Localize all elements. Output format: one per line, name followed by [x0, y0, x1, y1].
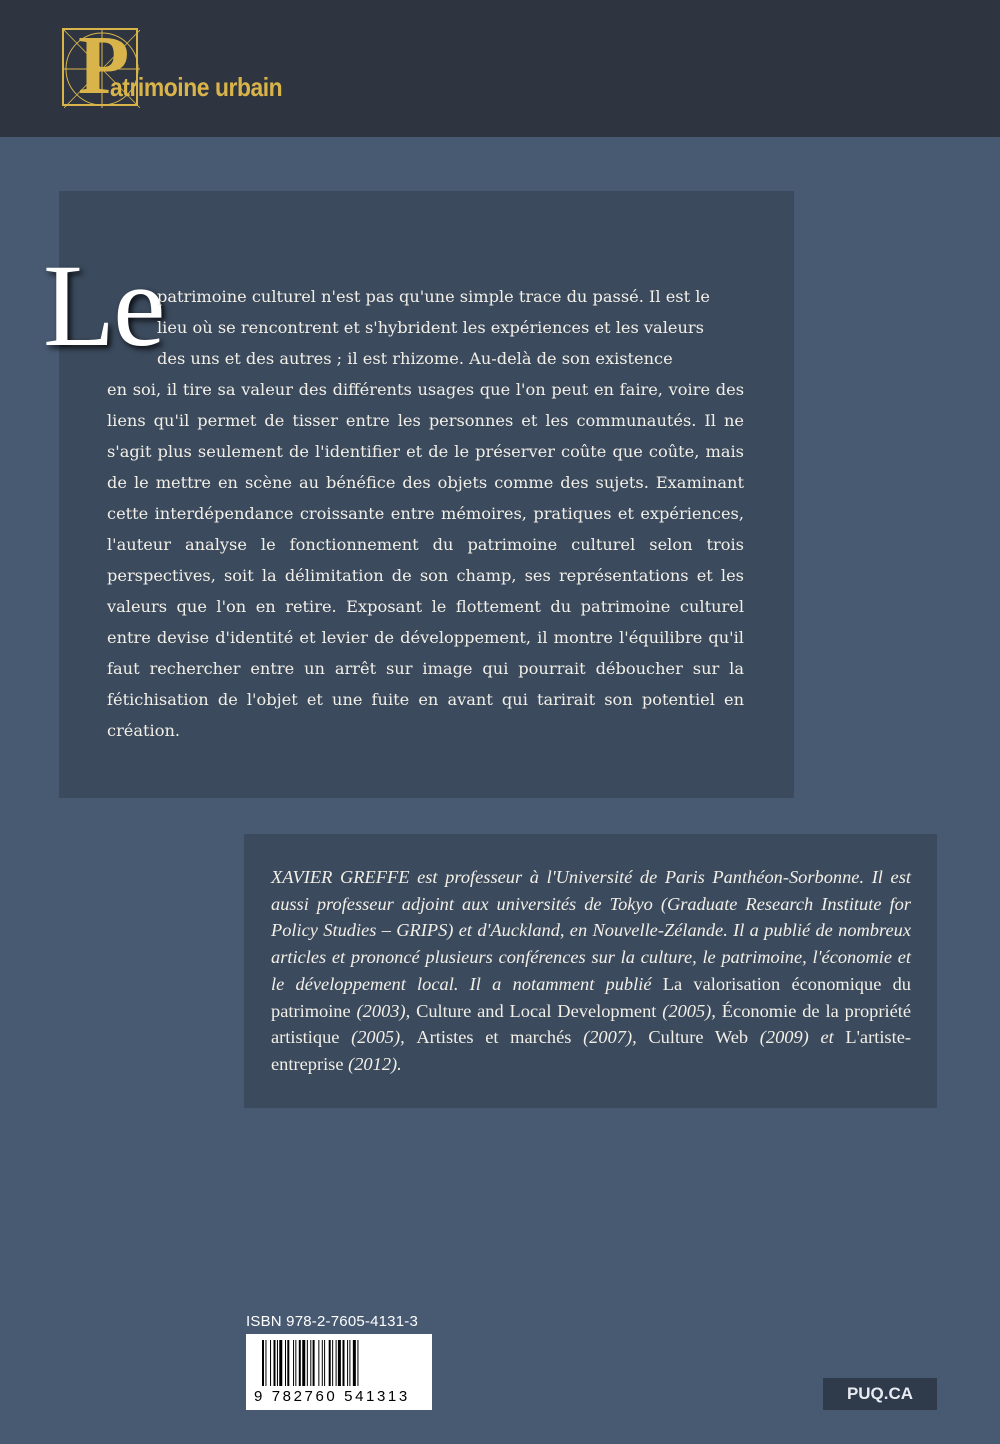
book-title-3: Économie de la propriété artistique — [271, 1000, 912, 1048]
book-year-6: (2012). — [343, 1053, 402, 1074]
barcode-bar — [349, 1340, 350, 1386]
book-year-5: (2009) et — [748, 1027, 846, 1048]
book-title-5: Culture Web — [648, 1027, 749, 1048]
barcode-bar — [307, 1340, 308, 1386]
publisher-label: PUQ.CA — [823, 1378, 937, 1410]
book-year-4: (2007), — [571, 1027, 649, 1048]
book-title-6: L'artiste-entreprise — [271, 1027, 911, 1074]
barcode-bar — [310, 1340, 311, 1386]
barcode-bar — [287, 1340, 289, 1386]
barcode-bar — [299, 1340, 301, 1386]
book-title-1: La valorisation économique du patrimoine — [271, 973, 911, 1021]
summary-text — [107, 281, 744, 746]
bio-intro: XAVIER GREFFE est professeur à l'Université de Paris Panthéon-Sorbonne. Il est aussi professeur adjoint aux universités de Tokyo (Graduate Research Institute for Policy Studies – GRIPS) et d'Auckland, en Nouvelle-Zélande. Il a publié de nombreux articles et prononcé plusieurs conférences sur la culture, le patrimoine, l'économie et le développement local. Il a notamment publié — [271, 867, 911, 994]
book-title-4: Artistes et marchés — [416, 1027, 572, 1048]
barcode-bar — [285, 1340, 286, 1386]
author-bio — [271, 864, 911, 1078]
summary-panel — [43, 191, 794, 798]
summary-line-3: des uns et des autres ; il est rhizome. Au-delà de son existence — [157, 349, 673, 368]
barcode-bar — [322, 1340, 323, 1386]
barcode-bar — [318, 1340, 319, 1386]
barcode-bar — [295, 1340, 296, 1386]
summary-body: en soi, il tire sa valeur des différents usages que l'on peut en faire, voire des liens qu'il permet de tisser entre les personnes et les communautés. Il ne s'agit plus seulement de l'identifier et de le préserver coûte que coûte, mais de le mettre en scène au bénéfice des objets comme des sujets. Examinant cette interdépendance croissante entre mémoires, pratiques et expériences, l'auteur analyse le fonctionnement du patrimoine culturel selon trois perspectives, soit la délimitation de son champ, ses représentations et les valeurs que l'on en retire. Exposant le flottement du patrimoine culturel entre devise d'identité et levier de développement, il montre l'équilibre qu'il faut rechercher entre un arrêt sur image qui pourrait déboucher sur la fétichisation de l'objet et une fuite en avant qui tarirait son potentiel en création. — [107, 380, 744, 740]
barcode-bar — [336, 1340, 337, 1386]
book-title-2: Culture and Local Development — [416, 1000, 657, 1021]
book-year-1: (2003), — [350, 1000, 417, 1021]
barcode-bars-icon — [246, 1334, 432, 1390]
top-band — [0, 0, 1000, 137]
barcode-digits: 9 782760 541313 — [254, 1388, 410, 1405]
barcode-bar — [313, 1340, 315, 1386]
barcode-bar — [262, 1340, 264, 1386]
barcode-bar — [332, 1340, 333, 1386]
author-bio-panel — [244, 834, 937, 1108]
barcode-bar — [343, 1340, 345, 1386]
barcode-bar — [279, 1340, 282, 1386]
barcode-bar — [357, 1340, 358, 1386]
summary-line-2: lieu où se rencontrent et s'hybrident les expériences et les valeurs — [157, 318, 704, 337]
barcode-bar — [277, 1340, 278, 1386]
barcode-bar — [329, 1340, 331, 1386]
barcode-bar — [302, 1340, 305, 1386]
book-year-3: (2005), — [339, 1027, 417, 1048]
dropcap: Le — [43, 240, 164, 371]
series-title: atrimoine urbain — [110, 72, 283, 102]
summary-line-1: patrimoine culturel n'est pas qu'une simple trace du passé. Il est le — [157, 287, 711, 306]
barcode-bar — [270, 1340, 271, 1386]
book-year-2: (2005), — [656, 1000, 722, 1021]
barcode-bar — [338, 1340, 341, 1386]
barcode-bar — [265, 1340, 266, 1386]
isbn-label: ISBN 978-2-7605-4131-3 — [246, 1313, 419, 1330]
barcode — [246, 1334, 432, 1410]
barcode-bar — [347, 1340, 348, 1386]
barcode-bar — [324, 1340, 325, 1386]
logo-initial: P — [78, 19, 130, 112]
barcode-bar — [293, 1340, 294, 1386]
series-logo — [62, 19, 322, 112]
barcode-bar — [274, 1340, 276, 1386]
barcode-bar — [353, 1340, 356, 1386]
